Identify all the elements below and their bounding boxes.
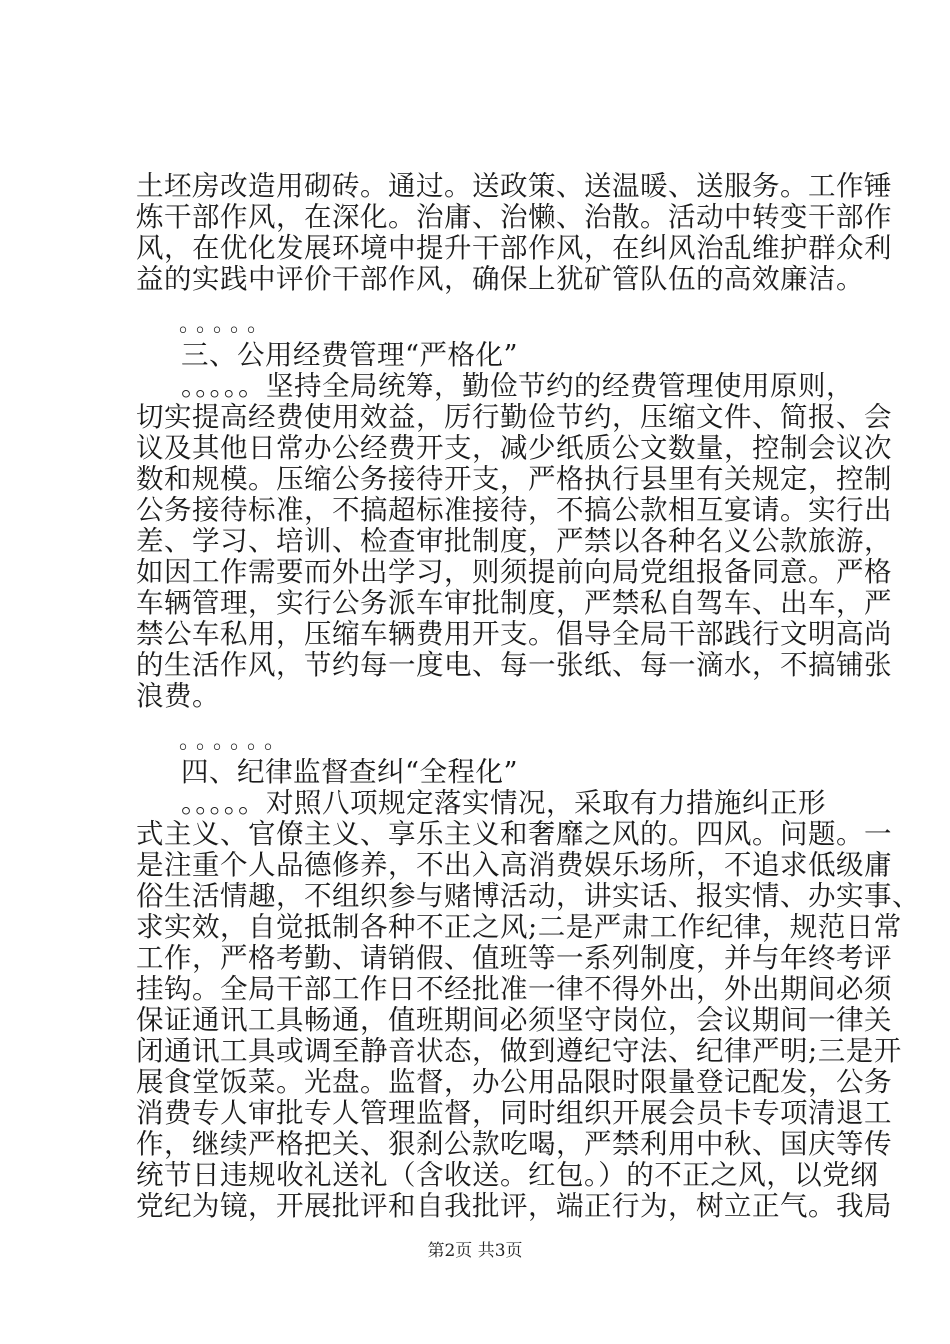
paragraph-1 xyxy=(136,170,892,295)
text-line: 保证通讯工具畅通，值班期间必须坚守岗位，会议期间一律关 xyxy=(136,1004,892,1036)
text-line: 公务接待标准，不搞超标准接待，不搞公款相互宴请。实行出 xyxy=(136,494,892,526)
text-line: 议及其他日常办公经费开支，减少纸质公文数量，控制会议次 xyxy=(136,432,892,464)
text-line: 车辆管理，实行公务派车审批制度，严禁私自驾车、出车，严 xyxy=(136,587,892,619)
text-line: 炼干部作风，在深化。治庸、治懒、治散。活动中转变干部作 xyxy=(136,201,892,233)
text-line: 如因工作需要而外出学习，则须提前向局党组报备同意。严格 xyxy=(136,556,892,588)
text-line: 党纪为镜，开展批评和自我批评，端正行为，树立正气。我局 xyxy=(136,1190,892,1222)
document-body xyxy=(136,170,920,1222)
text-line: 式主义、官僚主义、享乐主义和奢靡之风的。四风。问题。一 xyxy=(136,818,892,850)
text-line: 是注重个人品德修养，不出入高消费娱乐场所，不追求低级庸 xyxy=(136,849,892,881)
text-line: 土坯房改造用砌砖。通过。送政策、送温暖、送服务。工作锤 xyxy=(136,170,892,202)
page-footer: 第2页 共3页 xyxy=(427,1241,523,1261)
section-heading-3: 三、公用经费管理“严格化” xyxy=(181,339,519,371)
text-line: 浪费。 xyxy=(136,680,220,712)
text-line: 数和规模。压缩公务接待开支，严格执行县里有关规定，控制 xyxy=(136,463,892,495)
text-line: 求实效，自觉抵制各种不正之风;二是严肃工作纪律，规范日常 xyxy=(136,911,902,943)
text-line: 消费专人审批专人管理监督，同时组织开展会员卡专项清退工 xyxy=(136,1097,892,1129)
text-line: 。。。。。坚持全局统筹，勤俭节约的经费管理使用原则， xyxy=(181,370,854,402)
paragraph-3 xyxy=(136,787,920,1222)
text-line: 俗生活情趣，不组织参与赌博活动，讲实话、报实情、办实事、 xyxy=(136,880,920,912)
text-line: 切实提高经费使用效益，厉行勤俭节约，压缩文件、简报、会 xyxy=(136,401,892,433)
text-line: 闭通讯工具或调至静音状态，做到遵纪守法、纪律严明;三是开 xyxy=(136,1035,902,1067)
text-line: 工作，严格考勤、请销假、值班等一系列制度，并与年终考评 xyxy=(136,942,892,974)
text-line: 风，在优化发展环境中提升干部作风，在纠风治乱维护群众利 xyxy=(136,232,892,264)
text-line: 的生活作风，节约每一度电、每一张纸、每一滴水，不搞铺张 xyxy=(136,649,892,681)
ellipsis-marks: 。。。。。。 xyxy=(179,729,293,754)
paragraph-2 xyxy=(136,370,892,712)
text-line: 禁公车私用，压缩车辆费用开支。倡导全局干部践行文明高尚 xyxy=(136,618,892,650)
text-line: 益的实践中评价干部作风，确保上犹矿管队伍的高效廉洁。 xyxy=(136,263,864,295)
section-heading-4: 四、纪律监督查纠“全程化” xyxy=(181,756,519,788)
text-line: 差、学习、培训、检查审批制度，严禁以各种名义公款旅游， xyxy=(136,525,892,557)
text-line: 展食堂饭菜。光盘。监督，办公用品限时限量登记配发，公务 xyxy=(136,1066,892,1098)
ellipsis-marks: 。。。。。 xyxy=(179,312,276,337)
text-line: 统节日违规收礼送礼（含收送。红包。）的不正之风，以党纲 xyxy=(136,1159,879,1191)
text-line: 作，继续严格把关、狠刹公款吃喝，严禁利用中秋、国庆等传 xyxy=(136,1128,892,1160)
text-line: 挂钩。全局干部工作日不经批准一律不得外出，外出期间必须 xyxy=(136,973,892,1005)
text-line: 。。。。。对照八项规定落实情况，采取有力措施纠正形 xyxy=(181,787,826,819)
